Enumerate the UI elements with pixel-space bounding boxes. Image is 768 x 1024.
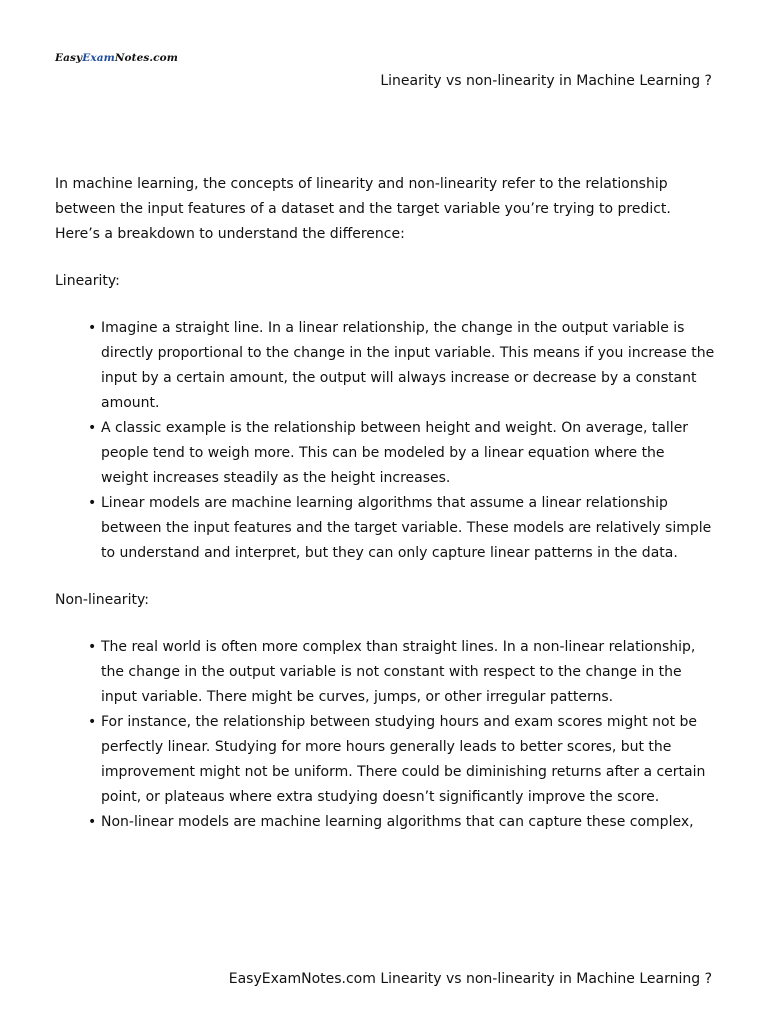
- list-item: • Non-linear models are machine learning algorithms that can capture these complex,: [101, 810, 715, 835]
- nonlinearity-list: [55, 635, 715, 835]
- page-footer: EasyExamNotes.com Linearity vs non-linearity in Machine Learning ?: [228, 971, 712, 987]
- list-item: • For instance, the relationship between studying hours and exam scores might not be perfectly linear. Studying for more hours generally leads to better scores, but the improvement might not be uniform. There could be diminishing returns after a certain point, or plateaus where extra studying doesn’t significantly improve the score.: [101, 710, 715, 810]
- logo-part-easy: Easy: [55, 52, 83, 64]
- linearity-list: [55, 316, 715, 566]
- list-item: • A classic example is the relationship between height and weight. On average, taller people tend to weigh more. This can be modeled by a linear equation where the weight increases steadily as the height increases.: [101, 416, 715, 491]
- list-item: • Linear models are machine learning algorithms that assume a linear relationship between the input features and the target variable. These models are relatively simple to understand and interpret, but they can only capture linear patterns in the data.: [101, 491, 715, 566]
- nonlinearity-heading: Non-linearity:: [55, 592, 149, 608]
- intro-paragraph: In machine learning, the concepts of linearity and non-linearity refer to the relationship between the input features of a dataset and the target variable you’re trying to predict. Here’s a breakdown to understand the difference:: [55, 176, 671, 242]
- document-body: [55, 172, 715, 857]
- logo-part-notes: Notes.com: [114, 52, 178, 64]
- site-logo: [55, 52, 178, 64]
- logo-part-exam: Exam: [82, 52, 115, 64]
- list-item: • Imagine a straight line. In a linear relationship, the change in the output variable is directly proportional to the change in the input variable. This means if you increase the input by a certain amount, the output will always increase or decrease by a constant amount.: [101, 316, 715, 416]
- list-item: • The real world is often more complex than straight lines. In a non-linear relationship, the change in the output variable is not constant with respect to the change in the input variable. There might be curves, jumps, or other irregular patterns.: [101, 635, 715, 710]
- linearity-heading: Linearity:: [55, 273, 120, 289]
- page-header-title: Linearity vs non-linearity in Machine Learning ?: [380, 73, 712, 89]
